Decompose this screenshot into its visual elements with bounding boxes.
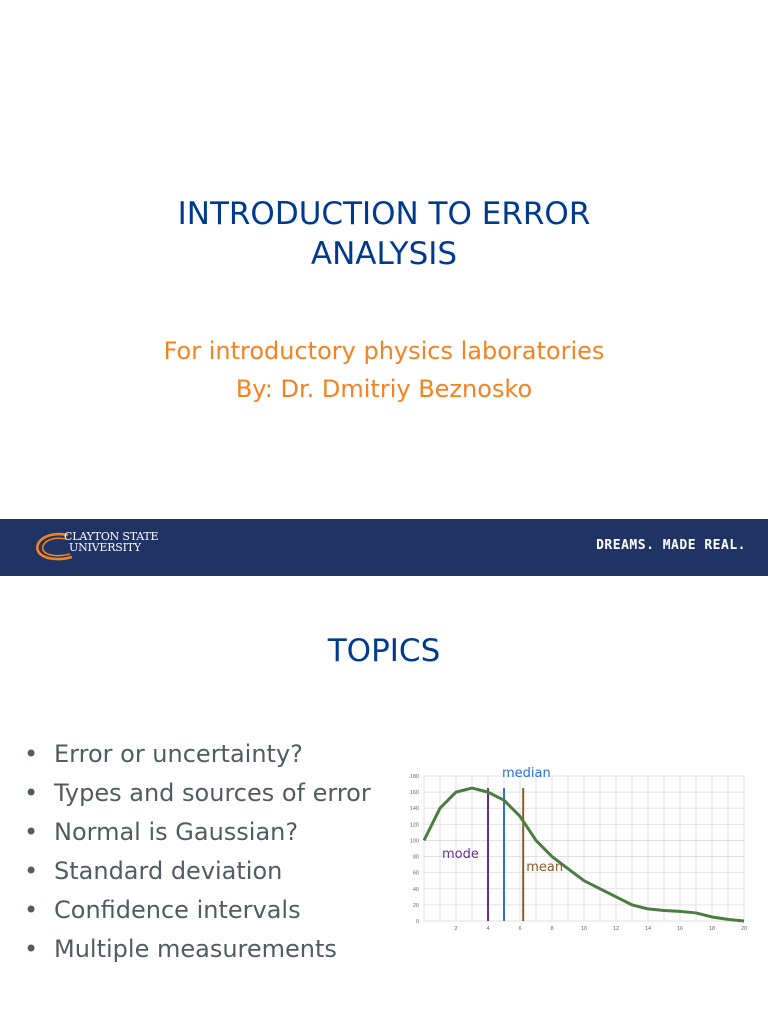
logo-line-2: UNIVERSITY: [69, 541, 141, 554]
topics-title: TOPICS: [327, 633, 441, 669]
y-tick-label: 0: [415, 919, 419, 925]
slide-subtitle: [0, 332, 768, 408]
y-tick-label: 80: [412, 854, 419, 861]
footer-bar: [0, 519, 768, 576]
topic-item: • Confidence intervals: [24, 891, 394, 930]
topic-item: • Standard deviation: [24, 852, 394, 891]
annotation-label-mean: mean: [526, 860, 564, 876]
distribution-chart: [398, 766, 750, 978]
x-tick-label: 20: [740, 926, 748, 932]
y-tick-label: 20: [412, 902, 419, 909]
tagline: DREAMS. MADE REAL.: [596, 538, 746, 553]
annotation-label-median: median: [502, 766, 551, 781]
topic-item: • Types and sources of error: [24, 774, 394, 813]
x-tick-label: 18: [708, 926, 716, 932]
topic-item: • Multiple measurements: [24, 930, 394, 969]
y-tick-label: 160: [409, 790, 419, 797]
x-tick-label: 8: [550, 926, 554, 932]
university-logo: [34, 529, 164, 565]
annotation-label-mode: mode: [442, 847, 479, 863]
subtitle-line-2: By: Dr. Dmitriy Beznosko: [235, 375, 533, 403]
slide-title: [0, 194, 768, 274]
x-tick-label: 14: [644, 926, 652, 932]
y-tick-label: 180: [409, 774, 419, 780]
y-tick-label: 140: [409, 806, 419, 813]
y-tick-label: 120: [409, 822, 419, 829]
topics-slide: [0, 576, 768, 1024]
y-tick-label: 40: [412, 886, 419, 893]
x-tick-label: 10: [580, 926, 588, 932]
y-tick-label: 100: [409, 838, 419, 845]
x-tick-label: 12: [612, 926, 620, 932]
x-tick-label: 2: [454, 926, 458, 932]
x-tick-label: 16: [676, 926, 684, 932]
topic-item: • Normal is Gaussian?: [24, 813, 394, 852]
topics-list: [24, 735, 394, 969]
title-line-1: INTRODUCTION TO ERROR: [177, 196, 591, 232]
topic-item: • Error or uncertainty?: [24, 735, 394, 774]
x-tick-label: 6: [518, 926, 522, 932]
logo-wordmark: [64, 531, 158, 553]
subtitle-line-1: For introductory physics laboratories: [163, 337, 605, 365]
y-tick-label: 60: [412, 870, 419, 877]
title-line-2: ANALYSIS: [310, 236, 458, 272]
x-tick-label: 4: [486, 926, 490, 932]
logo-line-1: CLAYTON STATE: [64, 530, 159, 543]
